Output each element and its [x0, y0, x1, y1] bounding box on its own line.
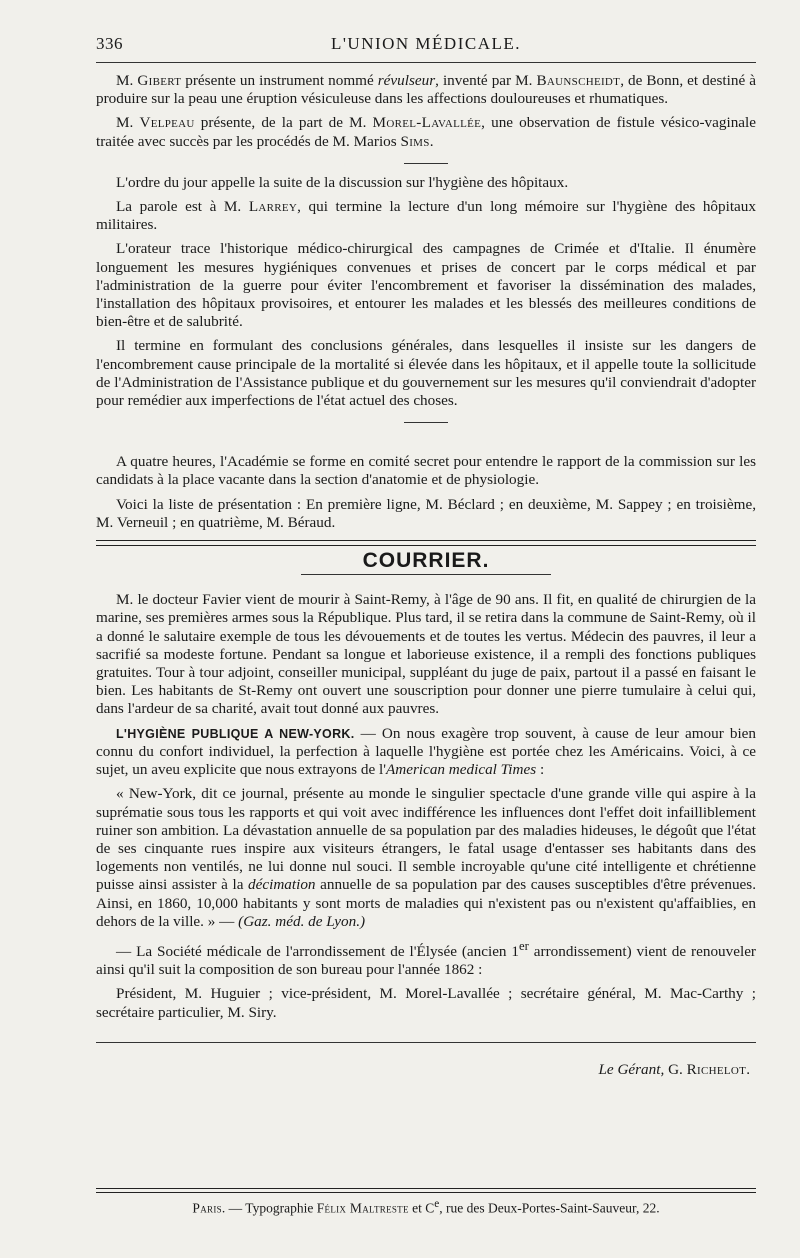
article-body: [96, 72, 756, 1079]
run-in-heading: L'HYGIÈNE PUBLIQUE A NEW-YORK.: [116, 726, 355, 741]
spacer: [96, 433, 756, 453]
paragraph-conclusions: Il termine en formulant des conclusions générales, dans lesquelles il insiste sur les dangers de l'encombrement cause principale de la mortalité si élevée dans les hôpitaux, et il appelle toute la sollicitude de l'Administration de l'Assistance publique et du gouvernement sur les mesures qu'il conviendrait d'adopter pour remédier aux imperfections de l'état actuel des choses.: [96, 337, 756, 410]
term: décimation: [248, 876, 316, 894]
paragraph-gibert: M. Gibert présente un instrument nommé révulseur, inventé par M. Baunscheidt, de Bonn, et destiné à produire sur la peau une éruption vésiculeuse dans les affections douloureuses et rhumatiques.: [96, 72, 756, 108]
footer-rule: [96, 1188, 756, 1193]
paragraph-larrey: La parole est à M. Larrey, qui termine la lecture d'un long mémoire sur l'hygiène des hôpitaux militaires.: [96, 198, 756, 234]
journal-name: American medical Times: [385, 761, 537, 779]
paragraph-comite-secret: A quatre heures, l'Académie se forme en comité secret pour entendre le rapport de la commission sur les candidats à la place vacante dans la section d'anatomie et de physiologie.: [96, 453, 756, 489]
person-name: Larrey: [248, 198, 298, 216]
person-name: Sims: [400, 132, 430, 150]
paragraph-orateur: L'orateur trace l'historique médico-chirurgical des campagnes de Crimée et d'Italie. Il énumère longuement les mesures hygiéniques convenues et prises de concert par le corps médical et par l'administration de la guerre pour éviter l'encombrement et favoriser la dissémination des malades, l'installation des hôpitaux provisoires, et entourer les malades et les blessés des meilleures conditions de bien-être et de salubrité.: [96, 240, 756, 331]
person-name: Baunscheidt: [536, 72, 621, 89]
term: révulseur: [377, 72, 436, 89]
paragraph-velpeau: M. Velpeau présente, de la part de M. Morel-Lavallée, une observation de fistule vésico-vaginale traitée avec succès par les procédés de M. Marios Sims.: [96, 114, 757, 150]
journal-title: L'UNION MÉDICALE.: [330, 34, 522, 53]
header-rule: [96, 62, 756, 63]
page-header: [96, 34, 756, 56]
paragraph-presentation: Voici la liste de présentation : En première ligne, M. Béclard ; en deuxième, M. Sappey ; en troisième, M. Verneuil ; en quatrième, M. Béraud.: [96, 495, 756, 531]
paragraph-bureau: Président, M. Huguier ; vice-président, M. Morel-Lavallée ; secrétaire général, M. Mac-Carthy ; secrétaire particulier, M. Siry.: [96, 985, 756, 1021]
separator-rule: [404, 163, 448, 164]
printer-imprint: Paris. — Typographie Félix Maltreste et Ce, rue des Deux-Portes-Saint-Sauveur, 22.: [192, 1198, 660, 1216]
section-heading-courrier: COURRIER.: [362, 549, 490, 573]
person-name: Gibert: [137, 72, 182, 89]
signature: Le Gérant, G. Richelot.: [598, 1060, 750, 1078]
page-number: 336: [96, 34, 123, 53]
paragraph-favier: M. le docteur Favier vient de mourir à Saint-Remy, à l'âge de 90 ans. Il fit, en qualité de chirurgien de la marine, ses premières armes sous la République. Plus tard, il se retira dans la commune de Saint-Remy, où il a donné le salutaire exemple de tous les dévouements et de toutes les vertus. Médecin des pauvres, il leur a sacrifié sa modeste fortune. Pendant sa longue et laborieuse existence, il a rempli des fonctions publiques gratuites. Tour à tour adjoint, conseiller municipal, suppléant du juge de paix, partout il a passé en faisant le bien. Les habitants de St-Remy ont ouvert une souscription pour donner une pierre tumulaire à celui qui, dans l'ardeur de sa charité, avait tout donné aux pauvres.: [96, 591, 756, 718]
separator-rule: [404, 422, 448, 423]
closing-rule: [96, 1042, 756, 1043]
paragraph-ordre-du-jour: L'ordre du jour appelle la suite de la discussion sur l'hygiène des hôpitaux.: [116, 173, 569, 191]
paragraph-hygiene-new-york: L'HYGIÈNE PUBLIQUE A NEW-YORK. — On nous exagère trop souvent, à cause de leur amour bien connu du confort individuel, la perfection à laquelle l'hygiène est portée chez les Américains. Voici, à ce sujet, un aveu explicite que nous extrayons de l'American medical Times :: [96, 724, 756, 779]
citation-source: (Gaz. méd. de Lyon.): [238, 912, 366, 930]
paragraph-societe-medicale: — La Société médicale de l'arrondissement de l'Élysée (ancien 1er arrondissement) vient de renouveler ainsi qu'il suit la composition de son bureau pour l'année 1862 :: [96, 938, 756, 979]
person-name: Morel-Lavallée: [372, 114, 482, 132]
person-name: Richelot: [686, 1060, 747, 1078]
paragraph-quotation: « New-York, dit ce journal, présente au monde le singulier spectacle d'une grande ville qui aspire à la suprématie sous tous les rapports et qui voit avec indifférence les influences dont l'effet doit infailliblement ruiner son ambition. La dévastation annuelle de sa population par des maladies hideuses, le dégoût que l'état de ses cinquante rues inspire aux visiteurs étrangers, le fatal usage d'entasser ses habitants dans des logements non ventilés, ne lui donne nul souci. Il semble incroyable qu'une cité intelligente et chrétienne puisse ainsi assister à la décimation annuelle de sa population par des causes susceptibles d'être prévenues. Ainsi, en 1860, 10,000 habitants y sont morts de maladies qui n'existent pas ou n'existent qu'affaiblies, en dehors de la ville. » — (Gaz. méd. de Lyon.): [96, 785, 756, 930]
person-name: Velpeau: [139, 114, 195, 132]
heading-rule: [301, 574, 551, 575]
section-double-rule: [96, 540, 756, 546]
